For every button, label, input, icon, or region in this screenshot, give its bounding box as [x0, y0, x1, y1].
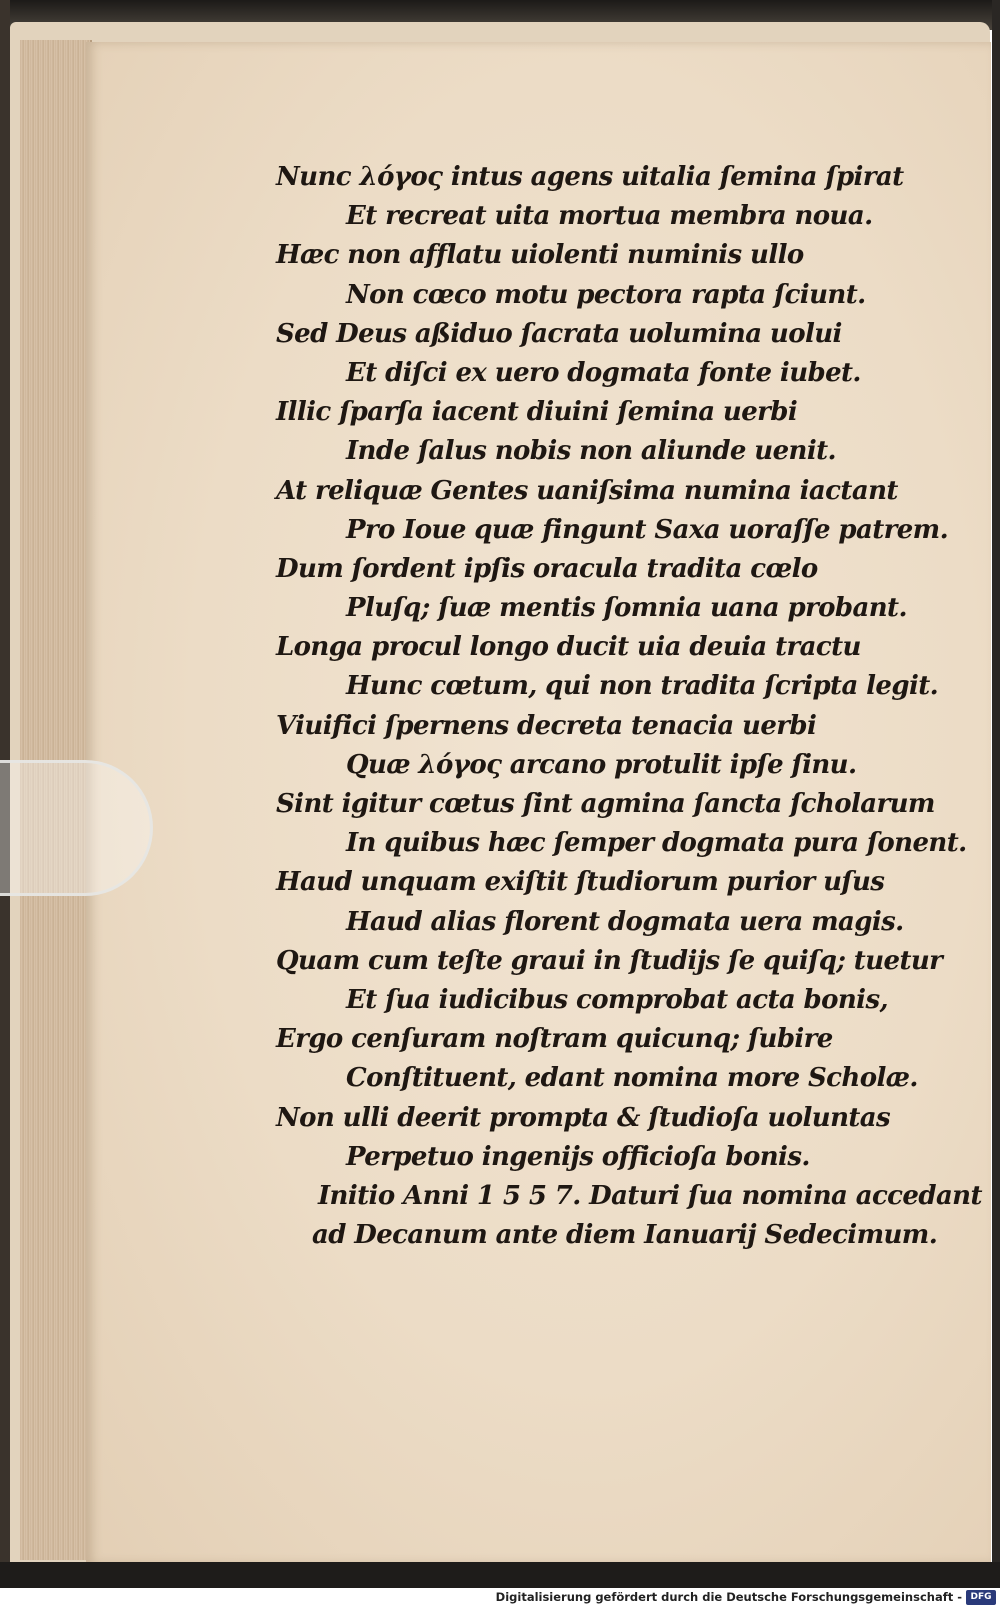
verse-line: Quam cum teſte graui in ſtudijs ſe quiſq; tuetur: [276, 945, 943, 976]
verse-line: Pro Ioue quæ fingunt Saxa uoraſſe patrem.: [346, 514, 949, 545]
verse-line: Quæ λόγος arcano protulit ipſe ſinu.: [346, 749, 857, 780]
dfg-logo-icon: DFG: [966, 1590, 996, 1605]
footer-bar: [0, 1588, 1000, 1609]
verse-line: At reliquæ Gentes uaniſsima numina iactant: [276, 475, 898, 506]
verse-line: Illic ſparſa iacent diuini ſemina uerbi: [276, 397, 798, 428]
verse-line: Perpetuo ingenijs officioſa bonis.: [346, 1141, 810, 1172]
verse-line: Sed Deus aßiduo ſacrata uolumina uolui: [276, 318, 842, 349]
verse-line: Non ulli deerit prompta & ſtudioſa uoluntas: [276, 1102, 891, 1133]
verse-line: Sint igitur cœtus ſint agmina ſancta ſcholarum: [276, 789, 935, 819]
verse-line: Viuifici ſpernens decreta tenacia uerbi: [276, 710, 817, 741]
verse-line: Ergo cenſuram noſtram quicunq; ſubire: [276, 1024, 833, 1055]
verse-line: Hæc non afflatu uiolenti numinis ullo: [276, 240, 804, 271]
verse-line: Longa procul longo ducit uia deuia tractu: [276, 632, 861, 663]
verse-line: Non cœco motu pectora rapta ſciunt.: [346, 279, 866, 310]
poem-text: [276, 158, 982, 1255]
verse-line: Haud alias florent dogmata uera magis.: [346, 906, 904, 937]
verse-line: Dum ſordent ipſis oracula tradita cœlo: [276, 553, 818, 584]
clip-marker: [0, 760, 153, 896]
verse-line: Et ſua iudicibus comprobat acta bonis,: [346, 984, 888, 1015]
verse-line: In quibus hæc ſemper dogmata pura ſonent.: [346, 828, 967, 859]
registration-notice: Initio Anni 1 5 5 7. Daturi ſua nomina accedant: [318, 1180, 982, 1211]
verse-line: Haud unquam exiſtit ſtudiorum purior uſus: [276, 867, 885, 898]
verse-line: Pluſq; ſuæ mentis ſomnia uana probant.: [346, 593, 907, 624]
verse-line: Nunc λόγος intus agens uitalia ſemina ſpirat: [276, 162, 904, 192]
funding-credit: Digitalisierung gefördert durch die Deutsche Forschungsgemeinschaft -: [495, 1590, 962, 1604]
verse-line: Inde ſalus nobis non aliunde uenit.: [346, 436, 836, 467]
verse-line: Conſtituent, edant nomina more Scholæ.: [346, 1063, 918, 1094]
registration-notice: ad Decanum ante diem Ianuarij Sedecimum.: [312, 1220, 938, 1251]
scan-right-border: [992, 0, 1000, 1588]
verse-line: Et diſci ex uero dogmata fonte iubet.: [346, 357, 861, 388]
verse-line: Et recreat uita mortua membra noua.: [346, 201, 873, 232]
verse-line: Hunc cœtum, qui non tradita ſcripta legit.: [346, 671, 939, 702]
scan-bottom-shadow: [0, 1562, 1000, 1588]
